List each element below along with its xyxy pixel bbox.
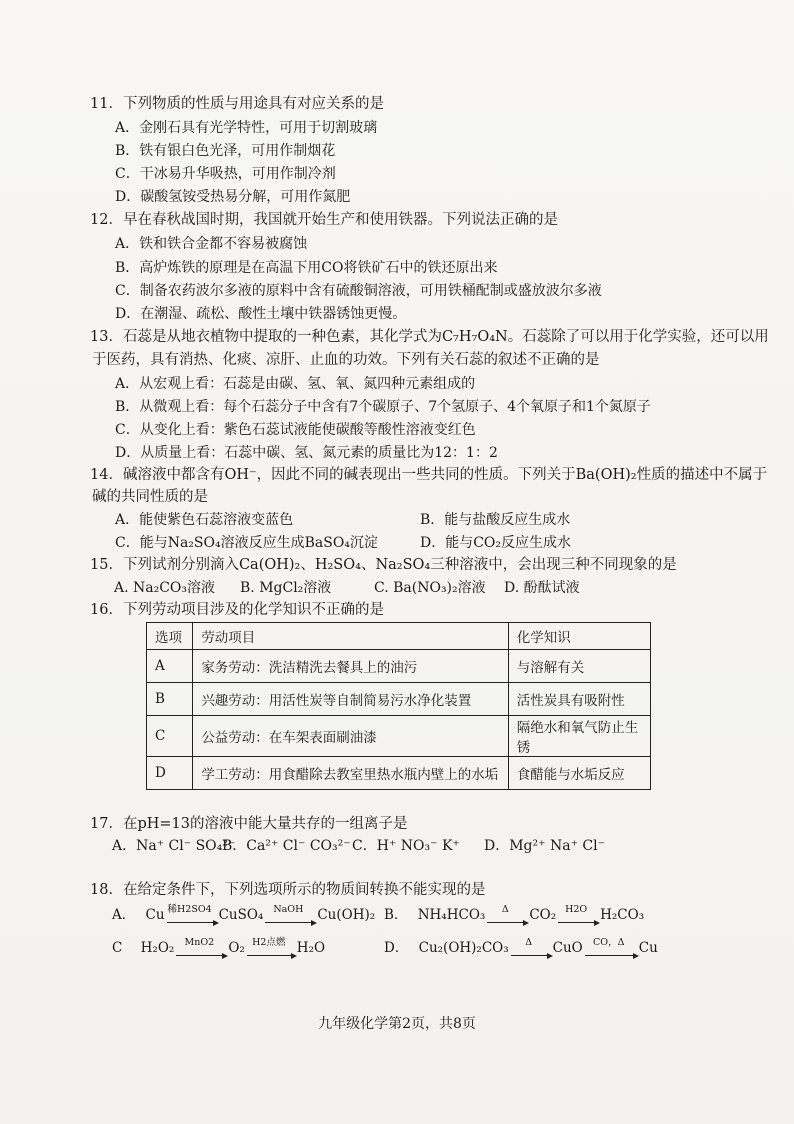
table-cell: A xyxy=(147,650,193,683)
q14-stem-line2: 碱的共同性质的是 xyxy=(92,489,208,505)
table-header-knowledge: 化学知识 xyxy=(508,623,650,650)
q11-option-b: B．铁有银白色光泽，可用作制烟花 xyxy=(115,143,336,159)
q18-b-s3: H₂CO₃ xyxy=(600,907,645,923)
q15-option-d: D. 酚酞试液 xyxy=(504,580,580,596)
q11-option-c: C．干冰易升华吸热，可用作制冷剂 xyxy=(115,166,336,182)
q18-c-c2: H2点燃 xyxy=(252,937,286,948)
reaction-arrow xyxy=(247,937,295,956)
table-cell: 活性炭具有吸附性 xyxy=(508,683,650,716)
q18-a-label: A． xyxy=(112,907,136,923)
q14-stem-line1: 14．碱溶液中都含有OH⁻，因此不同的碱表现出一些共同的性质。下列关于Ba(OH)₂性质的描述中不属于 xyxy=(90,467,768,483)
table-row xyxy=(147,716,651,757)
q17-option-c: C．H⁺ NO₃⁻ K⁺ xyxy=(352,838,460,854)
q18-a-s1: Cu xyxy=(145,907,165,923)
reaction-arrow xyxy=(176,937,226,956)
q11-option-a: A．金刚石具有光学特性，可用于切割玻璃 xyxy=(115,120,378,136)
q18-b-c2: H2O xyxy=(565,904,588,915)
q18-b-s2: CO₂ xyxy=(529,907,557,923)
q18-d-c2: CO，Δ xyxy=(593,937,625,948)
reaction-arrow xyxy=(487,904,527,923)
q17-option-d: D．Mg²⁺ Na⁺ Cl⁻ xyxy=(484,838,605,854)
q18-c-c1: MnO2 xyxy=(184,937,215,948)
q14-option-c: C．能与Na₂SO₄溶液反应生成BaSO₄沉淀 xyxy=(115,535,378,551)
q18-c-s1: H₂O₂ xyxy=(140,940,175,956)
q18-stem: 18．在给定条件下，下列选项所示的物质间转换不能实现的是 xyxy=(90,882,486,898)
q17-option-b: B．Ca²⁺ Cl⁻ CO₃²⁻ xyxy=(222,838,351,854)
q14-option-b: B．能与盐酸反应生成水 xyxy=(420,512,571,528)
q18-c-s3: H₂O xyxy=(296,940,326,956)
q12-option-a: A．铁和铁合金都不容易被腐蚀 xyxy=(115,236,308,252)
q16-stem: 16．下列劳动项目涉及的化学知识不正确的是 xyxy=(90,602,384,618)
table-cell: 食醋能与水垢反应 xyxy=(508,757,650,790)
q12-option-b: B．高炉炼铁的原理是在高温下用CO将铁矿石中的铁还原出来 xyxy=(115,260,498,276)
table-cell: 兴趣劳动：用活性炭等自制简易污水净化装置 xyxy=(193,683,508,716)
table-header-option: 选项 xyxy=(147,623,193,650)
table-header-row xyxy=(147,623,651,650)
q17-stem: 17．在pH=13的溶液中能大量共存的一组离子是 xyxy=(90,816,408,832)
q12-option-d: D．在潮湿、疏松、酸性土壤中铁器锈蚀更慢。 xyxy=(115,306,407,322)
q12-stem: 12．早在春秋战国时期，我国就开始生产和使用铁器。下列说法正确的是 xyxy=(90,212,558,228)
table-header-project: 劳动项目 xyxy=(193,623,508,650)
table-row xyxy=(147,650,651,683)
q13-option-a: A．从宏观上看：石蕊是由碳、氢、氧、氮四种元素组成的 xyxy=(115,376,476,392)
q13-stem-line1: 13．石蕊是从地衣植物中提取的一种色素，其化学式为C₇H₇O₄N。石蕊除了可以用于化学实验，还可以用 xyxy=(90,329,769,345)
q13-option-b: B．从微观上看：每个石蕊分子中含有7个碳原子、7个氢原子、4个氧原子和1个氮原子 xyxy=(115,399,651,415)
page-footer: 九年级化学第2页，共8页 xyxy=(318,1016,476,1032)
q13-option-c: C．从变化上看：紫色石蕊试液能使碳酸等酸性溶液变红色 xyxy=(115,422,476,438)
q13-stem-line2: 于医药，具有消热、化痰、凉肝、止血的功效。下列有关石蕊的叙述不正确的是 xyxy=(92,352,600,368)
table-cell: C xyxy=(147,716,193,757)
q18-a-c1: 稀H2SO4 xyxy=(167,904,212,915)
table-row xyxy=(147,683,651,716)
q14-option-a: A．能使紫色石蕊溶液变蓝色 xyxy=(115,512,294,528)
q17-option-a: A．Na⁺ Cl⁻ SO₄²⁻ xyxy=(112,838,236,854)
q18-d-c1: Δ xyxy=(525,937,533,948)
q18-c-label: C xyxy=(112,940,123,956)
table-cell: 公益劳动：在车架表面刷油漆 xyxy=(193,716,508,757)
table-cell: 隔绝水和氧气防止生锈 xyxy=(508,716,650,757)
q18-option-b xyxy=(384,905,644,925)
q18-b-c1: Δ xyxy=(501,904,509,915)
q18-b-s1: NH₄HCO₃ xyxy=(417,907,486,923)
q18-d-s1: Cu₂(OH)₂CO₃ xyxy=(418,940,509,956)
q18-a-s2: CuSO₄ xyxy=(218,907,264,923)
q18-option-c xyxy=(112,938,325,958)
q18-d-s2: CuO xyxy=(552,940,583,956)
table-cell: B xyxy=(147,683,193,716)
q11-stem: 11．下列物质的性质与用途具有对应关系的是 xyxy=(90,96,384,112)
q11-option-d: D．碳酸氢铵受热易分解，可用作氮肥 xyxy=(115,189,351,205)
table-row xyxy=(147,757,651,790)
reaction-arrow xyxy=(511,937,551,956)
q15-option-b: B. MgCl₂溶液 xyxy=(240,580,332,596)
q18-a-c2: NaOH xyxy=(273,904,304,915)
q18-b-label: B． xyxy=(384,907,408,923)
table-cell: 家务劳动：洗洁精洗去餐具上的油污 xyxy=(193,650,508,683)
table-cell: 与溶解有关 xyxy=(508,650,650,683)
q18-d-label: D． xyxy=(384,940,409,956)
reaction-arrow xyxy=(265,904,315,923)
q15-option-c: C. Ba(NO₃)₂溶液 xyxy=(374,580,486,596)
q15-option-a: A. Na₂CO₃溶液 xyxy=(114,580,216,596)
reaction-arrow xyxy=(558,904,598,923)
q18-d-s3: Cu xyxy=(638,940,658,956)
q18-option-a xyxy=(112,905,375,925)
q12-option-c: C．制备农药波尔多液的原料中含有硫酸铜溶液，可用铁桶配制或盛放波尔多液 xyxy=(115,283,602,299)
q18-a-s3: Cu(OH)₂ xyxy=(317,907,376,923)
q15-stem: 15．下列试剂分别滴入Ca(OH)₂、H₂SO₄、Na₂SO₄三种溶液中，会出现三种不同现象的是 xyxy=(90,557,677,573)
q14-option-d: D．能与CO₂反应生成水 xyxy=(420,535,572,551)
q16-table xyxy=(146,622,651,790)
table-cell: D xyxy=(147,757,193,790)
q13-option-d: D．从质量上看：石蕊中碳、氢、氮元素的质量比为12：1：2 xyxy=(115,445,498,461)
reaction-arrow xyxy=(585,937,637,956)
reaction-arrow xyxy=(167,904,217,923)
q18-option-d xyxy=(384,938,658,958)
table-cell: 学工劳动：用食醋除去教室里热水瓶内壁上的水垢 xyxy=(193,757,508,790)
q18-c-s2: O₂ xyxy=(228,940,245,956)
